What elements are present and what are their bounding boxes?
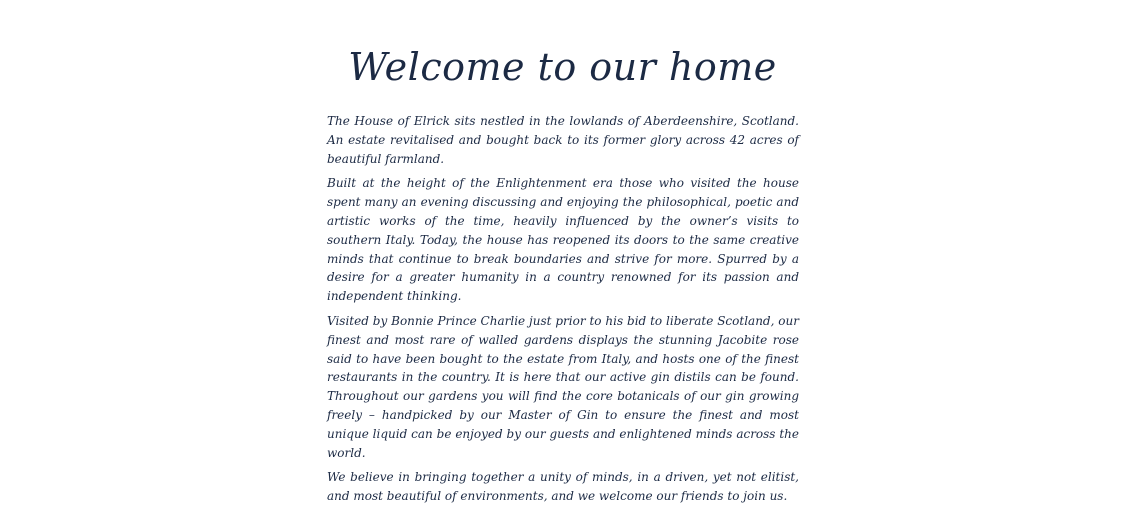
welcome-text bbox=[327, 112, 799, 512]
paragraph-history: Built at the height of the Enlightenment era those who visited the house spent many an evening discussing and enjoying the philosophical, poetic and artistic works of the time, heavily influenced by the owner’s visits to southern Italy. Today, the house has reopened its doors to the same creative minds that continue to break boundaries and strive for more. Spurred by a desire for a greater humanity in a country renowned for its passion and independent thinking. bbox=[327, 176, 799, 304]
paragraph-intro: The House of Elrick sits nestled in the lowlands of Aberdeenshire, Scotland. An estate revitalised and bought back to its former glory across 42 acres of beautiful farmland. bbox=[327, 114, 799, 166]
paragraph-gardens: Visited by Bonnie Prince Charlie just prior to his bid to liberate Scotland, our finest and most rare of walled gardens displays the stunning Jacobite rose said to have been bought to the estate from Italy, and hosts one of the finest restaurants in the country. It is here that our active gin distils can be found. Throughout our gardens you will find the core botanicals of our gin growing freely – handpicked by our Master of Gin to ensure the finest and most unique liquid can be enjoyed by our guests and enlightened minds across the world. bbox=[327, 313, 799, 460]
page-title: Welcome to our home bbox=[348, 45, 777, 89]
paragraph-welcome: We believe in bringing together a unity of minds, in a driven, yet not elitist, and most beautiful of environments, and we welcome our friends to join us. bbox=[327, 470, 799, 504]
